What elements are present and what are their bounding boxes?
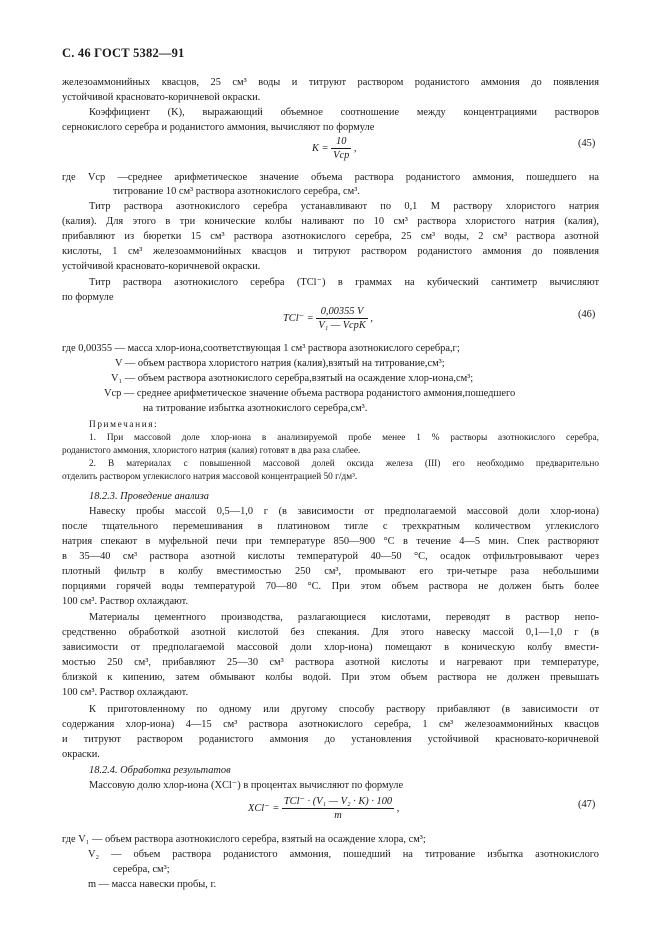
- text-line: 100 см³. Раствор охлаждают.: [62, 596, 189, 607]
- note-line: роданистого аммония, хлористого натрия (калия) готовят в два раза слабее.: [62, 446, 361, 456]
- text-line: средственно обработкой азотной кислотой без спекания. Для этого навеску массой 0,1—1,0 г (в: [62, 627, 599, 638]
- section-heading: 18.2.3. Проведение анализа: [89, 491, 210, 502]
- text-line: железоаммонийных квасцов, 25 см³ воды и титруют раствором роданистого аммония до появления: [62, 77, 599, 88]
- text-line: плотный фильтр в колбу вместимостью 250 см³, промывают его три-четыре раза небольшими: [62, 566, 599, 577]
- text-line: 100 см³. Раствор охлаждают.: [62, 687, 189, 698]
- text-line: (калия). Для этого в три конические колбы наливают по 10 см³ раствора хлористого натрия (калия),: [62, 216, 599, 227]
- text-line: где Vср —среднее арифметическое значение объема раствора роданистого аммония, пошедшего на: [62, 172, 599, 183]
- text-line: Титр раствора азотнокислого серебра устанавливают по 0,1 М раствору хлористого натрия: [89, 201, 599, 212]
- text-line: зависимости от предполагаемой массовой доли хлор-иона) помещают в коническую колбу вмести-: [62, 642, 599, 653]
- text-line: окраски.: [62, 749, 100, 760]
- text-line: прибавляют из бюретки 15 см³ раствора азотнокислого серебра, 25 см³ воды, 2 см³ раствора азотной: [62, 231, 599, 242]
- text-line: Массовую долю хлор-иона (XCl⁻) в процентах вычисляют по формуле: [89, 780, 404, 791]
- notes-heading: Примечания:: [89, 420, 159, 430]
- text-line: порциями горячей воды температурой 70—80 °С. При этом объем раствора не должен быть более: [62, 581, 599, 592]
- text-line: Материалы цементного производства, разлагающиеся кислотами, переводят в раствор непо-: [89, 612, 599, 623]
- text-line: К приготовленному по одному или другому способу раствору прибавляют (в зависимости от: [89, 704, 599, 715]
- definition-line: Vср — среднее арифметическое значение объема раствора роданистого аммония,пошедшего: [104, 388, 516, 399]
- text-line: мостью 250 см³, прибавляют 25—30 см³ раствора азотной кислоты и нагревают при температуре,: [62, 657, 599, 668]
- definition-line: V — объем раствора хлористого натрия (калия),взятый на титрование,см³;: [115, 358, 445, 369]
- text-line: и титруют раствором роданистого аммония до установления устойчивой красновато-коричневой: [62, 734, 599, 745]
- definition-line: на титрование избытка азотнокислого серебра,см³.: [143, 403, 368, 414]
- text-line: устойчивой красновато-коричневой окраски.: [62, 261, 261, 272]
- text-line: в 35—40 см³ раствора азотной кислоты температурой 40—50 °С, осадок отфильтровывают через: [62, 551, 599, 562]
- definition-line: V₂ — объем раствора роданистого аммония, пошедший на титрование избытка азотнокислого: [88, 849, 599, 860]
- page-header: С. 46 ГОСТ 5382—91: [62, 46, 185, 60]
- definition-line: где V₁ — объем раствора азотнокислого серебра, взятый на осаждение хлора, см³;: [62, 834, 426, 845]
- text-line: сернокислого серебра и роданистого аммония, вычисляют по формуле: [62, 122, 375, 133]
- text-line: натрия спекают в муфельной печи при температуре 850—900 °С в течение 4—5 мин. Спек растворяют: [62, 536, 599, 547]
- text-line: близкой к кипению, затем обмывают колбы водой. При этом объем раствора не должен превышать: [62, 672, 599, 683]
- text-line: после тщательного перемешивания в платиновом тигле с трехкратным количеством углекислого: [62, 521, 599, 532]
- equation-number: (47): [578, 799, 596, 810]
- text-line: Навеску пробы массой 0,5—1,0 г (в зависимости от предполагаемой массовой доли хлор-иона): [89, 506, 599, 517]
- section-heading: 18.2.4. Обработка результатов: [89, 765, 231, 776]
- equation-number: (46): [578, 309, 596, 320]
- note-line: отделить раствором углекислого натрия массовой концентрацией 50 г/дм³.: [62, 472, 358, 482]
- note-line: 1. При массовой доле хлор-иона в анализируемой пробе менее 1 % растворы азотнокислого серебра,: [89, 433, 599, 443]
- definition-line: V₁ — объем раствора азотнокислого серебра,взятый на осаждение хлор-иона,см³;: [111, 373, 474, 384]
- text-line: устойчивой красновато-коричневой окраски.: [62, 92, 261, 103]
- definition-line: где 0,00355 — масса хлор-иона,соответствующая 1 см³ раствора азотнокислого серебра,г;: [62, 343, 460, 354]
- equation-number: (45): [578, 138, 596, 149]
- formula-47: XCl⁻ = $\frac{\text{TCl⁻ · (V₁ — V₂ · K) · 100}}{m}$ ,: [248, 796, 400, 821]
- text-line: титрование 10 см³ раствора азотнокислого серебра, см³.: [113, 186, 360, 197]
- formula-45: K = $\frac{10}{\text{Vср}}$ ,: [312, 136, 357, 161]
- formula-46: TCl⁻ = $\frac{0,00355 V}{\text{V₁ — VсрK}}$ ,: [283, 306, 374, 331]
- definition-line: m — масса навески пробы, г.: [88, 879, 217, 890]
- text-line: Коэффициент (K), выражающий объемное соотношение между концентрациями растворов: [89, 107, 599, 118]
- text-line: кислоты, 1 см³ железоаммонийных квасцов и титруют раствором роданистого аммония до появления: [62, 246, 599, 257]
- text-line: содержания хлор-иона) 4—15 см³ раствора азотнокислого серебра, 1 см³ железоаммонийных квасцов: [62, 719, 599, 730]
- text-line: по формуле: [62, 292, 114, 303]
- note-line: 2. В материалах с повышенной массовой долей оксида железа (III) его необходимо предварительно: [89, 459, 599, 469]
- definition-line: серебра, см³;: [113, 864, 170, 875]
- text-line: Титр раствора азотнокислого серебра (TCl⁻) в граммах на кубический сантиметр вычисляют: [89, 277, 599, 288]
